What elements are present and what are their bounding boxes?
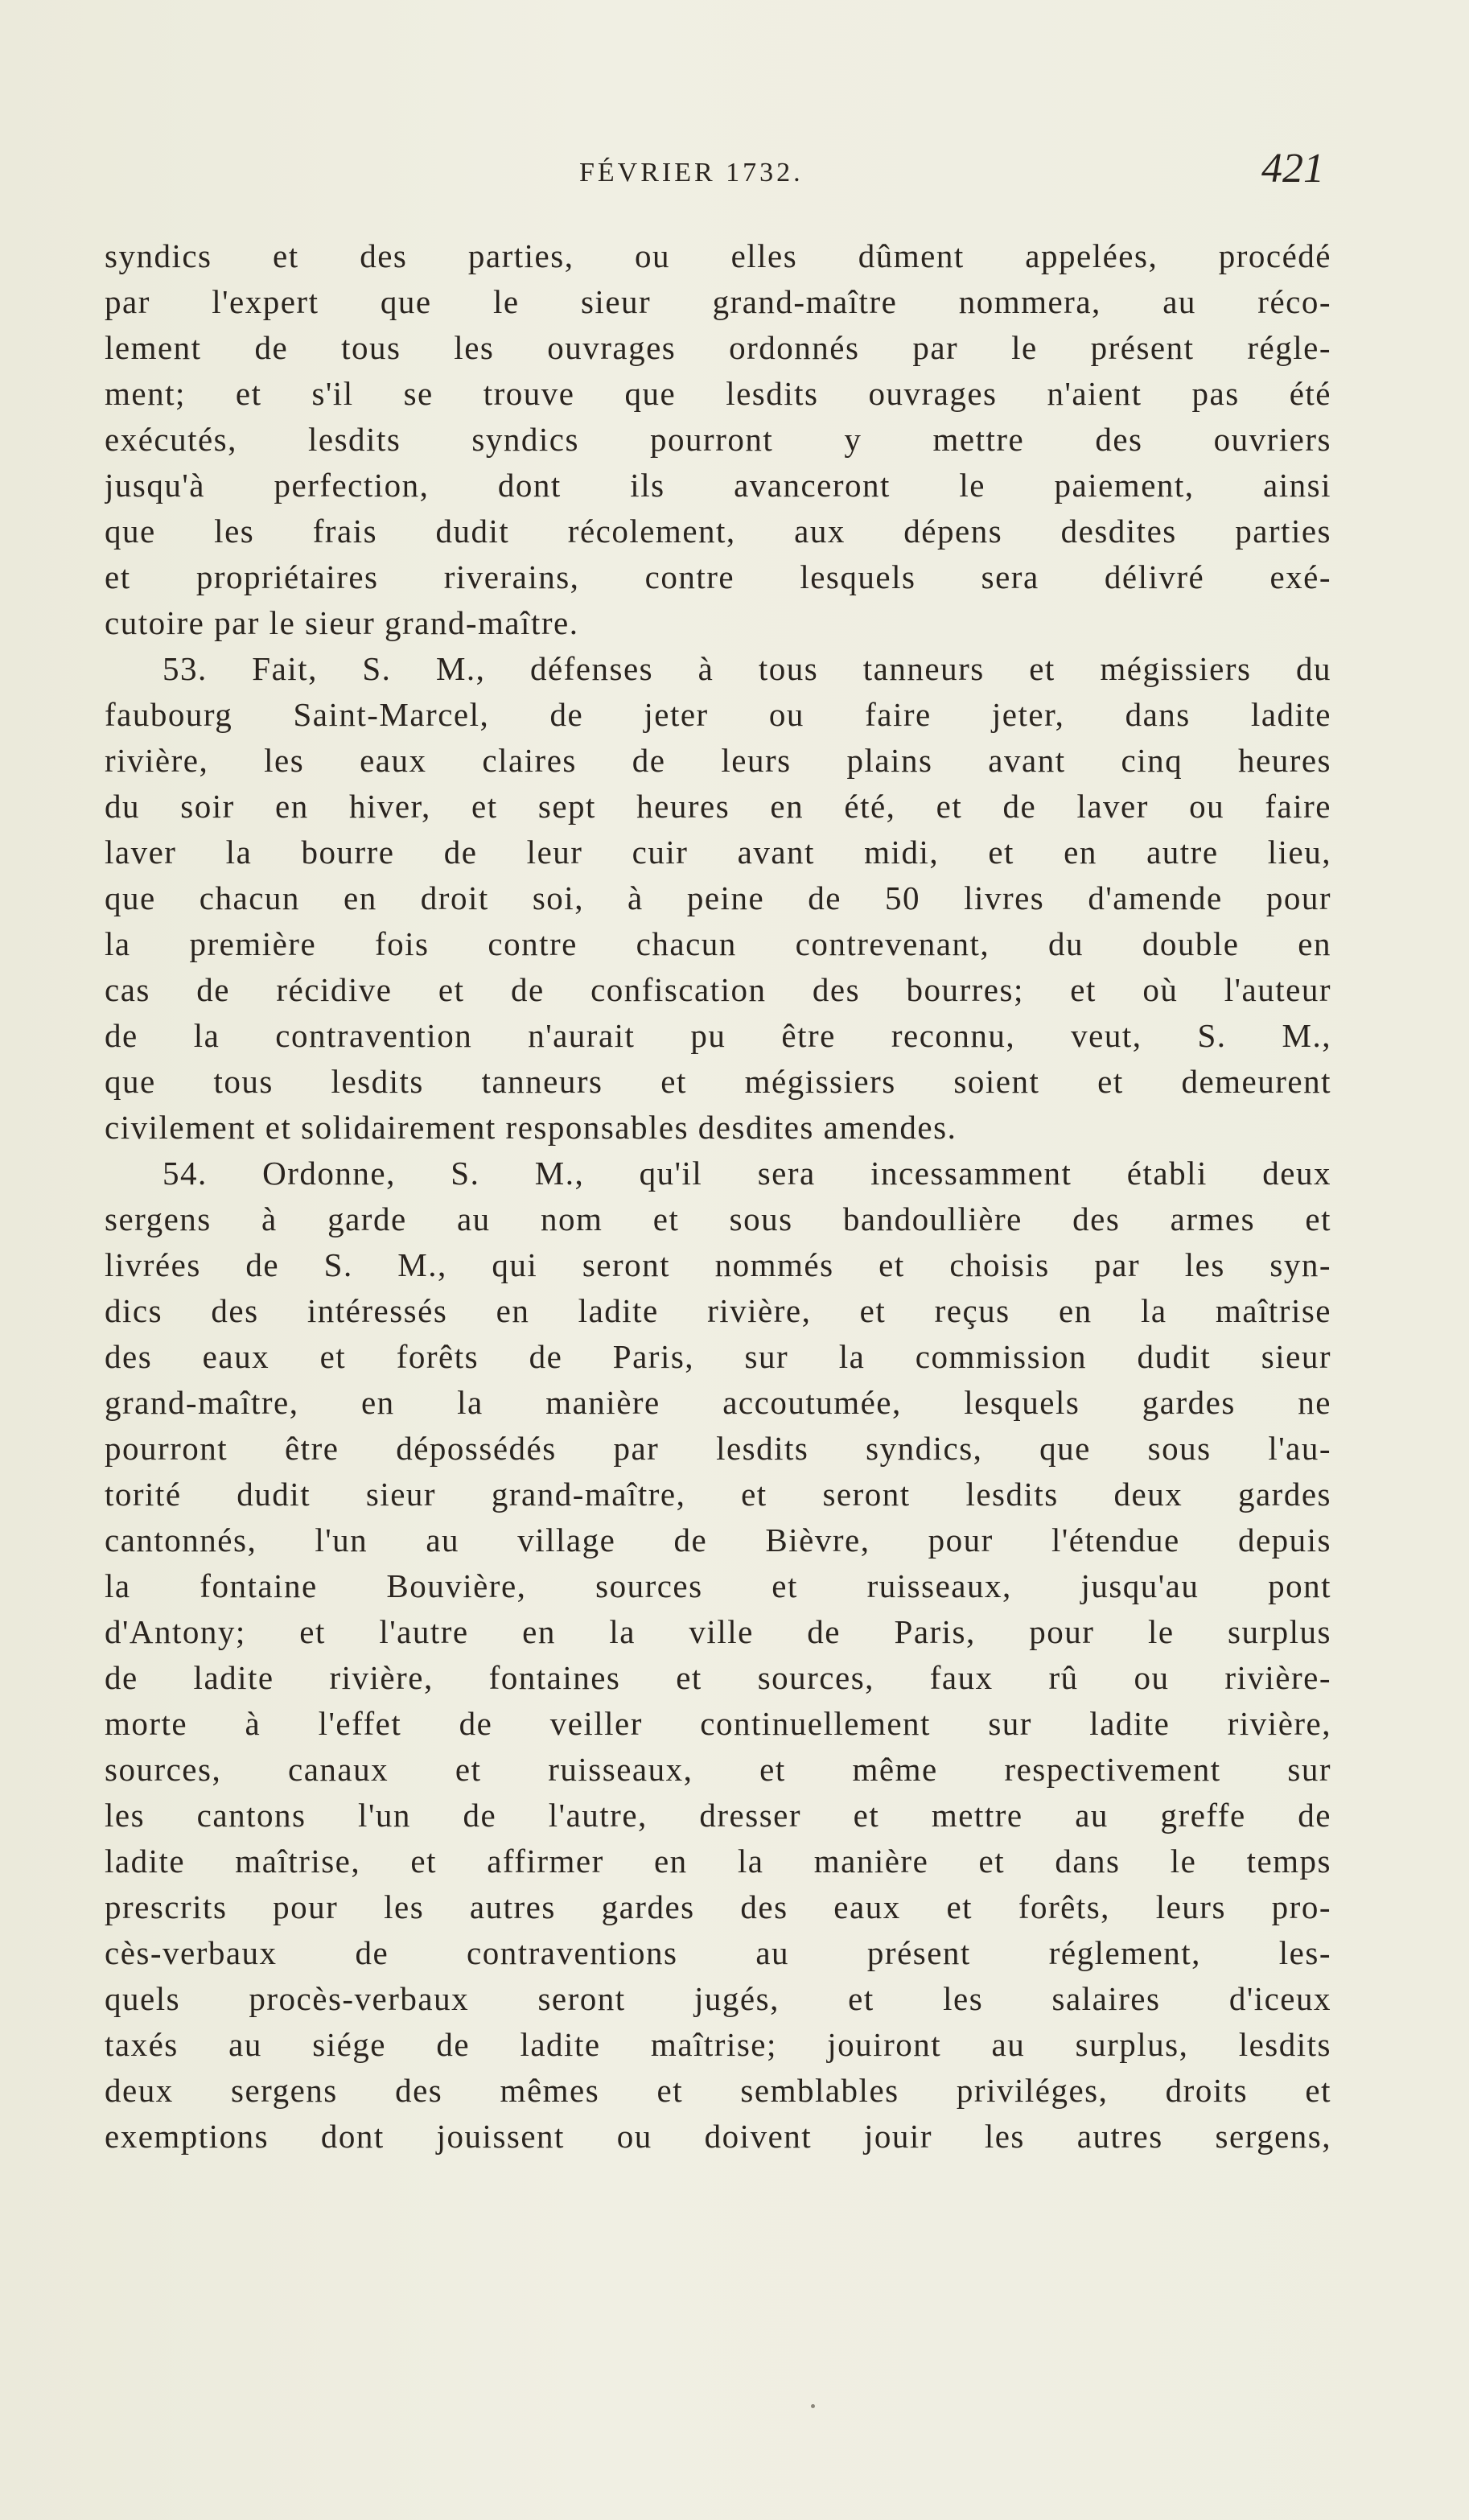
page-number: 421 — [1261, 146, 1324, 191]
text-line: faubourg Saint-Marcel, de jeter ou faire jeter, dans ladite — [105, 696, 1331, 733]
text-line: cas de récidive et de confiscation des bourres; et où l'auteur — [105, 971, 1331, 1008]
text-line: des eaux et forêts de Paris, sur la commission dudit sieur — [105, 1338, 1331, 1375]
text-line: pourront être dépossédés par lesdits syndics, que sous l'au- — [105, 1430, 1331, 1467]
text-line: dics des intéressés en ladite rivière, et reçus en la maîtrise — [105, 1292, 1331, 1329]
text-line: exemptions dont jouissent ou doivent jouir les autres sergens, — [105, 2118, 1331, 2155]
text-line: prescrits pour les autres gardes des eaux et forêts, leurs pro- — [105, 1888, 1331, 1925]
text-line: sergens à garde au nom et sous bandoullière des armes et — [105, 1200, 1331, 1237]
text-line: lement de tous les ouvrages ordonnés par le présent régle- — [105, 329, 1331, 366]
text-line: jusqu'à perfection, dont ils avanceront le paiement, ainsi — [105, 467, 1331, 504]
text-line: torité dudit sieur grand-maître, et seront lesdits deux gardes — [105, 1476, 1331, 1513]
text-line: grand-maître, en la manière accoutumée, lesquels gardes ne — [105, 1384, 1331, 1421]
text-line: livrées de S. M., qui seront nommés et choisis par les syn- — [105, 1246, 1331, 1283]
text-line: par l'expert que le sieur grand-maître nommera, au réco- — [105, 283, 1331, 320]
text-line: laver la bourre de leur cuir avant midi, et en autre lieu, — [105, 834, 1331, 871]
text-line: morte à l'effet de veiller continuellement sur ladite rivière, — [105, 1705, 1331, 1742]
text-line: sources, canaux et ruisseaux, et même respectivement sur — [105, 1751, 1331, 1788]
text-line: quels procès-verbaux seront jugés, et les salaires d'iceux — [105, 1980, 1331, 2017]
paragraph-53-start: 53. Fait, S. M., défenses à tous tanneurs et mégissiers du — [163, 650, 1331, 687]
text-line: deux sergens des mêmes et semblables priviléges, droits et — [105, 2072, 1331, 2109]
text-line: de ladite rivière, fontaines et sources, faux rû ou rivière- — [105, 1659, 1331, 1696]
text-line: syndics et des parties, ou elles dûment appelées, procédé — [105, 237, 1331, 274]
text-line: la première fois contre chacun contrevenant, du double en — [105, 925, 1331, 962]
text-line: que les frais dudit récolement, aux dépens desdites parties — [105, 513, 1331, 550]
text-line: et propriétaires riverains, contre lesquels sera délivré exé- — [105, 558, 1331, 595]
text-line: que chacun en droit soi, à peine de 50 livres d'amende pour — [105, 879, 1331, 916]
text-line: ment; et s'il se trouve que lesdits ouvrages n'aient pas été — [105, 375, 1331, 412]
paragraph-54-start: 54. Ordonne, S. M., qu'il sera incessamment établi deux — [163, 1155, 1331, 1192]
text-line: que tous lesdits tanneurs et mégissiers soient et demeurent — [105, 1063, 1331, 1100]
text-line: civilement et solidairement responsables desdites amendes. — [105, 1109, 957, 1146]
text-line: cantonnés, l'un au village de Bièvre, pour l'étendue depuis — [105, 1521, 1331, 1559]
text-line: rivière, les eaux claires de leurs plains avant cinq heures — [105, 742, 1331, 779]
ink-speck — [811, 2404, 815, 2408]
text-line: cès-verbaux de contraventions au présent réglement, les- — [105, 1934, 1331, 1971]
text-line: exécutés, lesdits syndics pourront y mettre des ouvriers — [105, 421, 1331, 458]
text-line: la fontaine Bouvière, sources et ruisseaux, jusqu'au pont — [105, 1567, 1331, 1604]
body-text — [105, 233, 1331, 2160]
text-line: taxés au siége de ladite maîtrise; jouiront au surplus, lesdits — [105, 2026, 1331, 2063]
text-line: de la contravention n'aurait pu être reconnu, veut, S. M., — [105, 1017, 1331, 1054]
text-line: les cantons l'un de l'autre, dresser et mettre au greffe de — [105, 1797, 1331, 1834]
running-title: FÉVRIER 1732. — [579, 158, 804, 187]
text-line: d'Antony; et l'autre en la ville de Paris, pour le surplus — [105, 1613, 1331, 1650]
text-line: cutoire par le sieur grand-maître. — [105, 604, 579, 641]
text-line: du soir en hiver, et sept heures en été, et de laver ou faire — [105, 788, 1331, 825]
text-line: ladite maîtrise, et affirmer en la manière et dans le temps — [105, 1843, 1331, 1880]
